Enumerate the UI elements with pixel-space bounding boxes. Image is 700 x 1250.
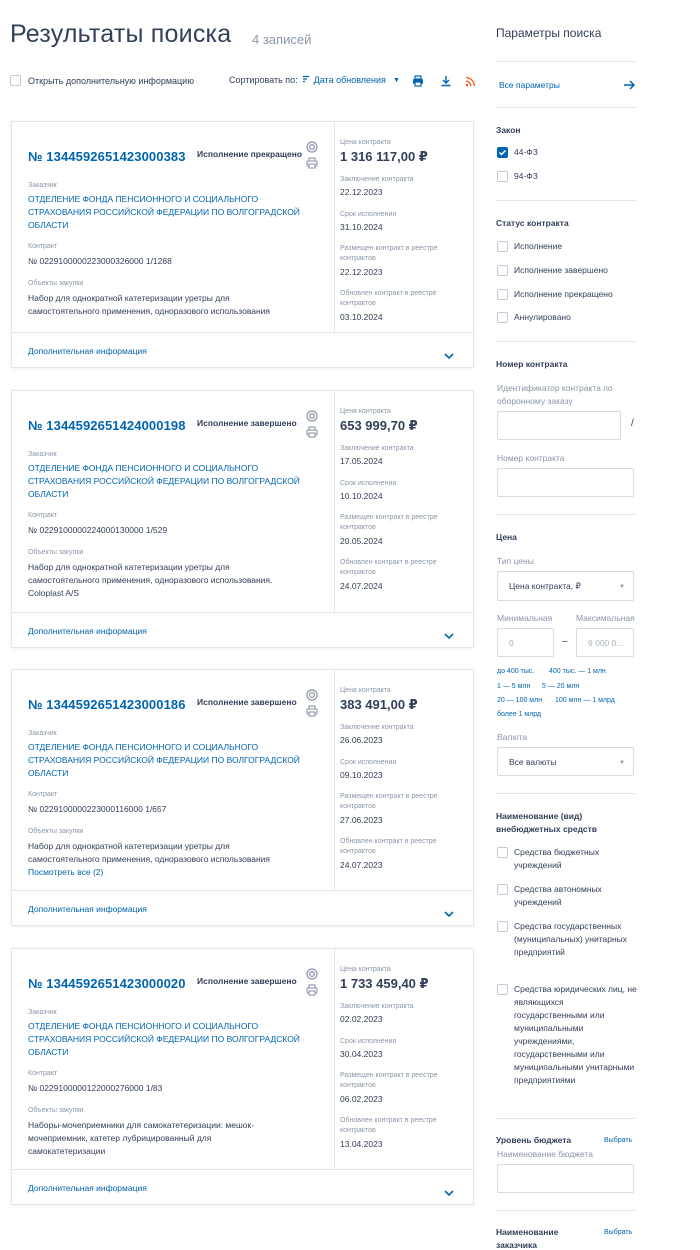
updated-label: Обновлен контракт в реестре контрактов — [340, 838, 437, 855]
divider — [496, 514, 636, 515]
funds-option-label: Средства бюджетных учреждений — [514, 847, 600, 870]
term-value: 31.10.2024 — [340, 222, 383, 232]
term-label: Срок исполнения — [340, 211, 397, 218]
card-divider — [334, 670, 335, 890]
results-count: 4 записей — [252, 32, 312, 47]
price-value: 1 733 459,40 ₽ — [340, 976, 429, 991]
objects-value: Набор для однократной катетеризации уретры для самостоятельного применения, одноразового использования. Coloplast A/S — [28, 562, 273, 598]
price-type-value: Цена контракта, ₽ — [509, 580, 581, 591]
objects-value: Набор для однократной катетеризации уретры для самостоятельного применения, одноразового использования — [28, 841, 271, 864]
updated-value: 24.07.2023 — [340, 860, 383, 870]
price-range-option[interactable]: 400 тыс. — 1 млн — [549, 668, 606, 675]
currency-value: Все валюты — [509, 756, 557, 767]
price-label: Цена контракта — [340, 966, 391, 973]
funds-option-label: Средства государственных (муниципальных) унитарных предприятий — [514, 921, 628, 957]
divider — [496, 1118, 636, 1119]
term-label: Срок исполнения — [340, 759, 397, 766]
status-option-label: Исполнение прекращено — [514, 289, 613, 299]
slash-separator: / — [631, 418, 634, 429]
status-option-completed[interactable] — [497, 264, 608, 277]
print-icon[interactable] — [306, 983, 318, 995]
customer-label: Заказчик — [28, 730, 57, 737]
card-divider — [12, 1169, 473, 1170]
status-badge: Исполнение завершено — [197, 976, 297, 986]
result-card — [11, 390, 474, 648]
checkbox[interactable] — [497, 921, 508, 932]
concluded-label: Заключение контракта — [340, 1003, 414, 1010]
customer-label: Заказчик — [28, 1009, 57, 1016]
chevron-down-icon[interactable] — [444, 1184, 454, 1192]
contract-number-link[interactable]: № 1344592651423000383 — [28, 149, 186, 164]
registered-label: Размещен контракт в реестре контрактов — [340, 245, 438, 262]
customer-link[interactable]: ОТДЕЛЕНИЕ ФОНДА ПЕНСИОННОГО И СОЦИАЛЬНОГО СТРАХОВАНИЯ РОССИЙСКОЙ ФЕДЕРАЦИИ ПО ВОЛГОГРАДСКОЙ ОБЛАСТИ — [28, 742, 300, 778]
updated-value: 03.10.2024 — [340, 312, 383, 322]
open-info-toggle[interactable] — [10, 75, 194, 86]
updated-value: 24.07.2024 — [340, 581, 383, 591]
status-option-label: Исполнение завершено — [514, 265, 608, 275]
price-label: Цена контракта — [340, 139, 391, 146]
print-icon[interactable] — [306, 425, 318, 437]
status-option-execution[interactable] — [497, 240, 562, 253]
registered-label: Размещен контракт в реестре контрактов — [340, 1072, 438, 1089]
customer-label: Заказчик — [28, 182, 57, 189]
objects-value: Набор для однократной катетеризации уретры для самостоятельного применения, одноразового использования — [28, 293, 271, 316]
all-params-link[interactable]: Все параметры — [499, 80, 560, 90]
divider — [496, 341, 636, 342]
open-info-label: Открыть дополнительную информацию — [28, 75, 194, 86]
chevron-down-icon: ▼ — [619, 759, 625, 766]
price-type-label: Тип цены — [497, 556, 534, 566]
objects-label: Объекты закупки — [28, 828, 84, 835]
law-title: Закон — [496, 125, 521, 135]
checkbox[interactable] — [497, 265, 508, 276]
objects-label: Объекты закупки — [28, 280, 84, 287]
price-min-input[interactable] — [497, 628, 554, 657]
concluded-value: 02.02.2023 — [340, 1014, 383, 1024]
contract-number-label: Номер контракта — [497, 453, 565, 463]
budget-name-input[interactable] — [497, 1164, 634, 1193]
checkbox[interactable] — [497, 884, 508, 895]
defense-id-input[interactable] — [497, 411, 621, 440]
print-icon[interactable] — [306, 704, 318, 716]
customer-link[interactable]: ОТДЕЛЕНИЕ ФОНДА ПЕНСИОННОГО И СОЦИАЛЬНОГО СТРАХОВАНИЯ РОССИЙСКОЙ ФЕДЕРАЦИИ ПО ВОЛГОГРАДСКОЙ ОБЛАСТИ — [28, 1021, 300, 1057]
sort-control[interactable] — [229, 75, 400, 85]
card-divider — [12, 890, 473, 891]
status-option-terminated[interactable] — [497, 288, 613, 301]
print-icon[interactable] — [411, 74, 425, 88]
customer-link[interactable]: ОТДЕЛЕНИЕ ФОНДА ПЕНСИОННОГО И СОЦИАЛЬНОГО СТРАХОВАНИЯ РОССИЙСКОЙ ФЕДЕРАЦИИ ПО ВОЛГОГРАДСКОЙ ОБЛАСТИ — [28, 463, 300, 499]
currency-label: Валюта — [497, 732, 528, 742]
budget-title: Уровень бюджета — [496, 1135, 572, 1145]
target-icon[interactable] — [306, 409, 318, 421]
registered-value: 06.02.2023 — [340, 1094, 383, 1104]
funds-title: Наименование (вид) внебюджетных средств — [496, 811, 597, 834]
result-card — [11, 669, 474, 926]
price-label: Цена контракта — [340, 687, 391, 694]
concluded-value: 22.12.2023 — [340, 187, 383, 197]
checkbox[interactable] — [497, 984, 508, 995]
contract-label: Контракт — [28, 791, 58, 798]
view-all-link[interactable]: Посмотреть все (2) — [28, 867, 104, 877]
card-divider — [12, 332, 473, 333]
budget-name-label: Наименование бюджета — [497, 1149, 593, 1159]
rss-icon[interactable] — [463, 74, 477, 88]
objects-label: Объекты закупки — [28, 1107, 84, 1114]
additional-info-toggle[interactable]: Дополнительная информация — [28, 346, 147, 356]
arrow-right-icon[interactable] — [623, 78, 636, 96]
updated-label: Обновлен контракт в реестре контрактов — [340, 1117, 437, 1134]
sort-value: Дата обновления — [313, 75, 386, 85]
law-option-label: 44-ФЗ — [514, 147, 538, 157]
price-range-option[interactable]: 1 — 5 млн — [497, 683, 531, 690]
funds-option[interactable] — [497, 883, 637, 909]
status-badge: Исполнение завершено — [197, 697, 297, 707]
contract-value: № 0229100000223000326000 1/1288 — [28, 256, 172, 266]
checkbox[interactable] — [497, 312, 508, 323]
page-title: Результаты поиска — [10, 20, 232, 48]
law-option-44[interactable] — [497, 146, 538, 159]
price-range-option[interactable]: 5 — 20 млн — [542, 683, 580, 690]
card-divider — [334, 391, 335, 612]
price-min-label: Минимальная — [497, 613, 553, 623]
additional-info-toggle[interactable]: Дополнительная информация — [28, 626, 147, 636]
contract-number-link[interactable]: № 1344592651423000020 — [28, 976, 186, 991]
status-title: Статус контракта — [496, 218, 569, 228]
sort-order-icon — [302, 75, 310, 85]
funds-option[interactable] — [497, 846, 637, 872]
funds-option[interactable] — [497, 983, 637, 1087]
concluded-label: Заключение контракта — [340, 445, 414, 452]
contract-number-title: Номер контракта — [496, 359, 568, 369]
customer-link[interactable]: ОТДЕЛЕНИЕ ФОНДА ПЕНСИОННОГО И СОЦИАЛЬНОГО СТРАХОВАНИЯ РОССИЙСКОЙ ФЕДЕРАЦИИ ПО ВОЛГОГРАДСКОЙ ОБЛАСТИ — [28, 194, 300, 230]
registered-value: 22.12.2023 — [340, 267, 383, 277]
price-max-input[interactable] — [576, 628, 634, 657]
funds-option-label: Средства юридических лиц, не являющихся государственными или муниципальными учреждениями, государственными или муниципальными унитарными предприятиями — [514, 984, 637, 1085]
objects-value: Наборы-мочеприемники для самокатетеризации: мешок-мочеприемник, катетер лубрицированный для самокатетеризации — [28, 1120, 255, 1156]
registered-label: Размещен контракт в реестре контрактов — [340, 793, 438, 810]
divider — [496, 200, 636, 201]
contract-number-input[interactable] — [497, 468, 634, 497]
updated-label: Обновлен контракт в реестре контрактов — [340, 559, 437, 576]
contract-label: Контракт — [28, 1070, 58, 1077]
registered-value: 20.05.2024 — [340, 536, 383, 546]
chevron-down-icon: ▼ — [392, 76, 400, 84]
range-dash: – — [562, 636, 568, 647]
price-range-option[interactable]: 20 — 100 млн — [497, 697, 543, 704]
price-title: Цена — [496, 532, 517, 542]
contract-value: № 0229100000223000116000 1/657 — [28, 804, 167, 814]
additional-info-toggle[interactable]: Дополнительная информация — [28, 1183, 147, 1193]
concluded-value: 26.06.2023 — [340, 735, 383, 745]
price-range-option[interactable]: 100 млн — 1 млрд — [555, 697, 615, 704]
concluded-label: Заключение контракта — [340, 724, 414, 731]
checkbox[interactable] — [497, 171, 508, 182]
status-option-cancelled[interactable] — [497, 311, 571, 324]
divider — [496, 107, 636, 108]
contract-number-link[interactable]: № 1344592651424000198 — [28, 418, 186, 433]
term-label: Срок исполнения — [340, 1038, 397, 1045]
card-divider — [12, 612, 473, 613]
status-option-label: Аннулировано — [514, 312, 571, 322]
defense-id-label: Идентификатор контракта по оборонному заказу — [497, 383, 613, 406]
customer-label: Заказчик — [28, 451, 57, 458]
price-max-label: Максимальная — [576, 613, 635, 623]
budget-pick-link[interactable]: Выбрать — [604, 1137, 633, 1144]
funds-option-label: Средства автономных учреждений — [514, 884, 602, 907]
chevron-down-icon[interactable] — [444, 905, 454, 913]
price-value: 653 999,70 ₽ — [340, 418, 418, 433]
open-info-checkbox[interactable] — [10, 75, 21, 86]
price-type-select[interactable] — [497, 571, 634, 601]
sidebar-title: Параметры поиска — [496, 26, 602, 40]
contract-label: Контракт — [28, 243, 58, 250]
sort-label: Сортировать по: — [229, 75, 298, 85]
concluded-label: Заключение контракта — [340, 176, 414, 183]
divider — [496, 1210, 636, 1211]
result-card — [11, 948, 474, 1205]
price-max-placeholder: 9 000 0... — [588, 637, 624, 648]
chevron-down-icon: ▼ — [619, 584, 625, 590]
registered-label: Размещен контракт в реестре контрактов — [340, 514, 438, 531]
law-option-label: 94-ФЗ — [514, 171, 538, 181]
divider — [496, 793, 636, 794]
checkbox[interactable] — [497, 241, 508, 252]
price-min-placeholder: 0 — [509, 637, 514, 648]
contract-number-link[interactable]: № 1344592651423000186 — [28, 697, 186, 712]
status-option-label: Исполнение — [514, 241, 563, 251]
funds-option[interactable] — [497, 920, 637, 959]
result-card — [11, 121, 474, 368]
price-range-option[interactable]: до 400 тыс. — [497, 668, 535, 675]
card-divider — [334, 949, 335, 1169]
term-label: Срок исполнения — [340, 480, 397, 487]
target-icon[interactable] — [306, 688, 318, 700]
term-value: 10.10.2024 — [340, 491, 383, 501]
download-icon[interactable] — [439, 74, 453, 88]
status-badge: Исполнение прекращено — [197, 149, 303, 159]
checkbox[interactable] — [497, 847, 508, 858]
registered-value: 27.06.2023 — [340, 815, 383, 825]
updated-label: Обновлен контракт в реестре контрактов — [340, 290, 437, 307]
law-option-94[interactable] — [497, 170, 538, 183]
target-icon[interactable] — [306, 967, 318, 979]
contract-label: Контракт — [28, 512, 58, 519]
price-value: 383 491,00 ₽ — [340, 697, 418, 712]
term-value: 30.04.2023 — [340, 1049, 383, 1059]
customer-title: Наименование заказчика — [496, 1227, 559, 1250]
print-icon[interactable] — [306, 156, 318, 168]
results-toolbar — [10, 74, 475, 90]
updated-value: 13.04.2023 — [340, 1139, 383, 1149]
status-badge: Исполнение завершено — [197, 418, 297, 428]
checkbox-checked[interactable] — [497, 147, 508, 158]
customer-pick-link[interactable]: Выбрать — [604, 1229, 633, 1236]
term-value: 09.10.2023 — [340, 770, 383, 780]
chevron-down-icon[interactable] — [444, 347, 454, 355]
currency-select[interactable] — [497, 747, 634, 776]
divider — [496, 61, 636, 62]
card-divider — [334, 122, 335, 332]
contract-value: № 0229100000122000276000 1/83 — [28, 1083, 163, 1093]
additional-info-toggle[interactable]: Дополнительная информация — [28, 904, 147, 914]
price-value: 1 316 117,00 ₽ — [340, 149, 428, 164]
price-label: Цена контракта — [340, 408, 391, 415]
price-range-option[interactable]: более 1 млрд — [497, 711, 542, 718]
objects-label: Объекты закупки — [28, 549, 84, 556]
checkbox[interactable] — [497, 289, 508, 300]
target-icon[interactable] — [306, 140, 318, 152]
chevron-down-icon[interactable] — [444, 627, 454, 635]
contract-value: № 0229100000224000130000 1/529 — [28, 525, 168, 535]
concluded-value: 17.05.2024 — [340, 456, 383, 466]
